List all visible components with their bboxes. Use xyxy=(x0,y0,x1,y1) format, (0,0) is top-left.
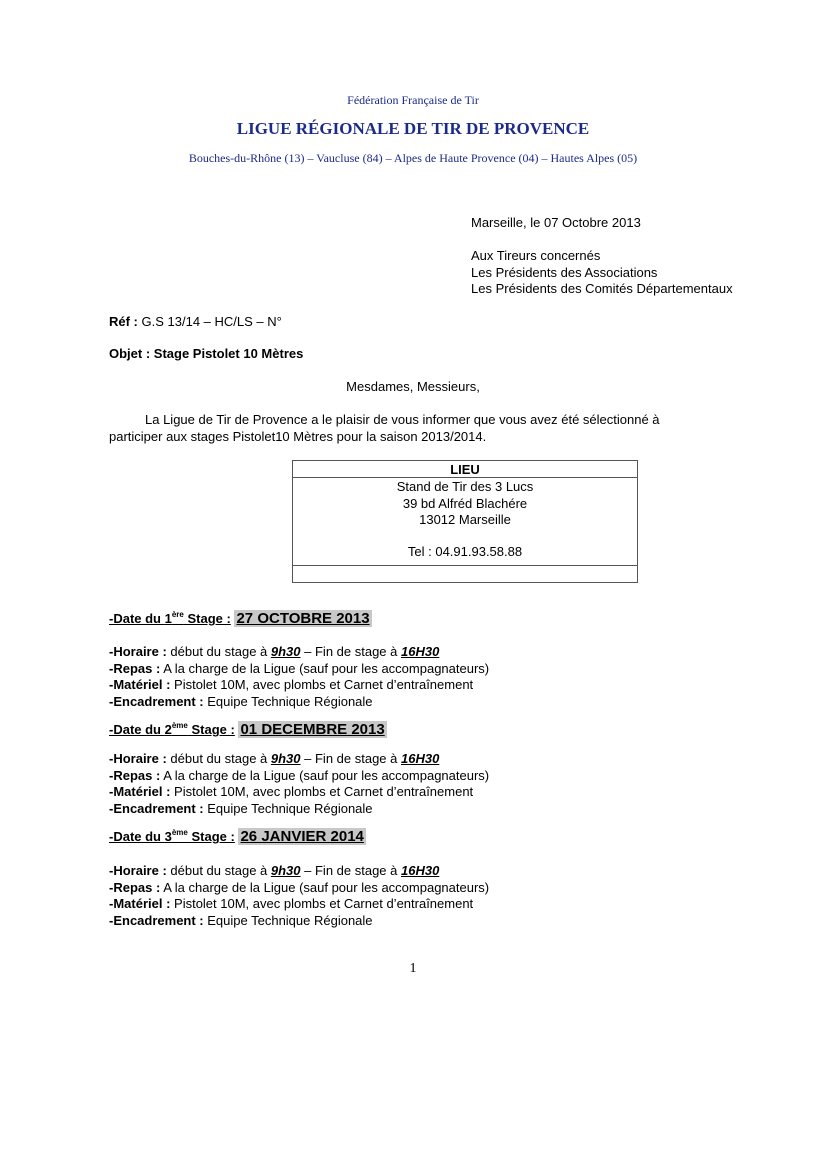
departements-line: Bouches-du-Rhône (13) – Vaucluse (84) – Alpes de Haute Provence (04) – Hautes Alpes (05) xyxy=(188,151,638,165)
lieu-tel: Tel : 04.91.93.58.88 xyxy=(407,543,523,559)
federation-name: Fédération Française de Tir xyxy=(347,93,479,107)
recipients-block xyxy=(471,248,733,298)
stage-2-details xyxy=(109,751,489,817)
reference-line xyxy=(109,314,282,329)
stage-2-date-line xyxy=(109,721,387,738)
ref-label: Réf : xyxy=(109,314,138,329)
horaire-line: -Horaire : début du stage à 9h30 – Fin de stage à 16H30 xyxy=(109,751,440,766)
stage-date-label: -Date du 1ère Stage : xyxy=(109,610,231,626)
repas-line: -Repas : A la charge de la Ligue (sauf pour les accompagnateurs) xyxy=(109,767,490,783)
objet-line: Objet : Stage Pistolet 10 Mètres xyxy=(109,346,304,361)
lieu-header: LIEU xyxy=(293,461,638,478)
stage-3-date: 26 JANVIER 2014 xyxy=(240,828,364,845)
materiel-line: -Matériel : Pistolet 10M, avec plombs et Carnet d’entraînement xyxy=(109,677,474,692)
salutation: Mesdames, Messieurs, xyxy=(346,379,480,394)
stage-1-date-line xyxy=(109,610,372,627)
ligue-title: LIGUE RÉGIONALE DE TIR DE PROVENCE xyxy=(236,119,590,138)
lieu-line: 13012 Marseille xyxy=(419,512,511,527)
materiel-line: -Matériel : Pistolet 10M, avec plombs et Carnet d’entraînement xyxy=(109,784,474,799)
stage-date-label: -Date du 2ème Stage : xyxy=(109,721,235,737)
lieu-address-cell xyxy=(293,478,638,566)
body-line-1: La Ligue de Tir de Provence a le plaisir de vous informer que vous avez été sélectionné à xyxy=(145,412,660,427)
encadrement-line: -Encadrement : Equipe Technique Régionale xyxy=(109,912,373,928)
horaire-line: -Horaire : début du stage à 9h30 – Fin de stage à 16H30 xyxy=(109,863,440,878)
stage-3-details xyxy=(109,863,489,929)
lieu-line: Stand de Tir des 3 Lucs xyxy=(396,479,534,494)
repas-line: -Repas : A la charge de la Ligue (sauf pour les accompagnateurs) xyxy=(109,660,490,676)
lieu-line: 39 bd Alfréd Blachére xyxy=(402,495,528,511)
encadrement-line: -Encadrement : Equipe Technique Régionale xyxy=(109,800,373,816)
stage-1-details xyxy=(109,644,489,710)
repas-line: -Repas : A la charge de la Ligue (sauf pour les accompagnateurs) xyxy=(109,879,490,895)
place-date: Marseille, le 07 Octobre 2013 xyxy=(471,215,641,230)
stage-2-date: 01 DECEMBRE 2013 xyxy=(240,721,385,738)
encadrement-line: -Encadrement : Equipe Technique Régionale xyxy=(109,693,373,709)
horaire-line: -Horaire : début du stage à 9h30 – Fin de stage à 16H30 xyxy=(109,644,440,659)
lieu-empty-cell xyxy=(293,566,638,583)
stage-date-label: -Date du 3ème Stage : xyxy=(109,828,235,844)
page-number: 1 xyxy=(409,961,417,976)
stage-3-date-line xyxy=(109,828,366,845)
recipient-line: Aux Tireurs concernés xyxy=(471,248,601,263)
stage-1-date: 27 OCTOBRE 2013 xyxy=(236,610,370,627)
materiel-line: -Matériel : Pistolet 10M, avec plombs et Carnet d’entraînement xyxy=(109,896,474,911)
recipient-line: Les Présidents des Associations xyxy=(471,264,658,280)
body-line-2: participer aux stages Pistolet10 Mètres pour la saison 2013/2014. xyxy=(109,429,487,444)
lieu-table xyxy=(292,460,638,583)
ref-value: G.S 13/14 – HC/LS – N° xyxy=(141,314,282,329)
recipient-line: Les Présidents des Comités Départementaux xyxy=(471,281,733,296)
